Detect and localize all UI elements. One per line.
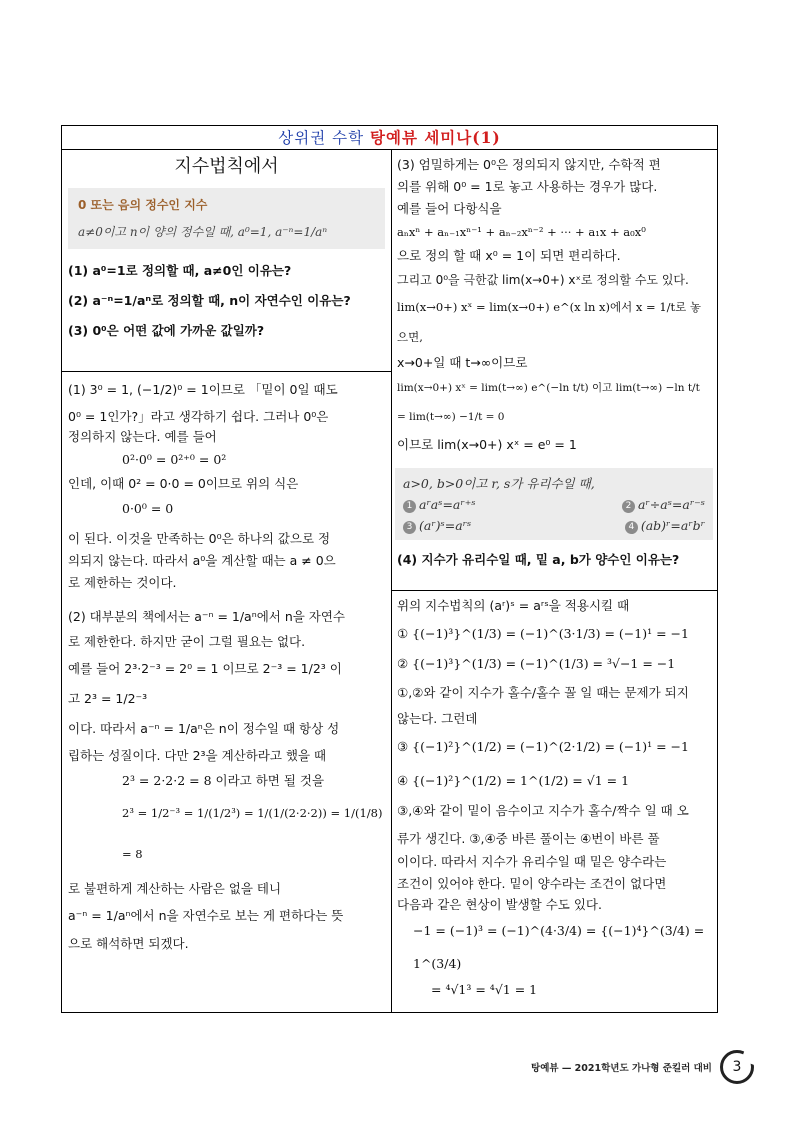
right-line: lim(x→0+) xˣ = lim(x→0+) e^(x ln x)에서 x = 1/t로 놓으면, [397, 299, 702, 344]
circled-4-icon: 4 [625, 521, 638, 534]
circled-3-icon: 3 [403, 521, 416, 534]
answer-line: 예를 들어 2³·2⁻³ = 2⁰ = 1 이므로 2⁻³ = 1/2³ 이 [68, 661, 342, 677]
right-line: lim(x→0+) xˣ = lim(t→∞) e^(−ln t/t) 이고 lim(t→∞) −ln t/t = lim(t→∞) −1/t = 0 [397, 381, 700, 424]
page-number: 3 [732, 1059, 742, 1075]
rule-title: 0 또는 음의 정수인 지수 [78, 198, 208, 212]
answer-line: 로 제한하는 것이다. [68, 575, 177, 590]
right-line: ③ {(−1)²}^(1/2) = (−1)^(2·1/2) = (−1)¹ = −1 [397, 738, 689, 754]
page-frame [61, 125, 718, 1013]
right-line: 위의 지수법칙의 (aʳ)ˢ = aʳˢ을 적용시킬 때 [397, 598, 630, 613]
right-line: ③,④와 같이 밑이 음수이고 지수가 홀수/짝수 일 때 오 [397, 803, 689, 819]
question-1: (1) a⁰=1로 정의할 때, a≠0인 이유는? [68, 263, 292, 278]
answer-line: 립하는 성질이다. 다만 2³을 계산하라고 했을 때 [68, 747, 327, 763]
rational-exponent-section [391, 590, 717, 1012]
left-column [62, 150, 392, 1012]
right-line: 이므로 lim(x→0+) xˣ = e⁰ = 1 [397, 436, 577, 452]
right-line: 류가 생긴다. ③,④중 바른 풀이는 ④번이 바른 풀 [397, 831, 660, 847]
rule-section [62, 150, 391, 371]
answer-line: 0⁰ = 1인가?」라고 생각하기 쉽다. 그러나 0⁰은 [68, 409, 329, 425]
answer-section [62, 371, 391, 1012]
page-number-badge [720, 1050, 754, 1084]
right-line: 예를 들어 다항식을 [397, 200, 502, 216]
right-line: ①,②와 같이 지수가 홀수/홀수 꼴 일 때는 문제가 되지 [397, 684, 689, 700]
rule-body: a≠0이고 n이 양의 정수일 때, a⁰=1, a⁻ⁿ=1/aⁿ [78, 225, 328, 239]
right-line: aₙxⁿ + aₙ₋₁xⁿ⁻¹ + aₙ₋₂xⁿ⁻² + ··· + a₁x + a₀x⁰ [397, 224, 646, 239]
answer-line: (2) 대부분의 책에서는 a⁻ⁿ = 1/aⁿ에서 n을 자연수 [68, 608, 346, 624]
answer-line: 로 제한한다. 하지만 굳이 그럴 필요는 없다. [68, 633, 306, 649]
exponent-law-section [391, 462, 717, 586]
right-line: ② {(−1)³}^(1/3) = (−1)^(1/3) = ³√−1 = −1 [397, 656, 676, 671]
question-4: (4) 지수가 유리수일 때, 밑 a, b가 양수인 이유는? [397, 552, 680, 567]
answer-line: 의되지 않는다. 따라서 a⁰을 계산할 때는 a ≠ 0으 [68, 553, 336, 569]
answer-line: 이다. 따라서 a⁻ⁿ = 1/aⁿ은 n이 정수일 때 항상 성 [68, 721, 340, 737]
right-line: 그리고 0⁰을 극한값 lim(x→0+) xˣ로 정의할 수도 있다. [397, 272, 689, 287]
right-line: ④ {(−1)²}^(1/2) = 1^(1/2) = √1 = 1 [397, 773, 630, 788]
answer-line: 정의하지 않는다. 예를 들어 [68, 428, 217, 444]
answer-line: 인데, 이때 0² = 0·0 = 0이므로 위의 식은 [68, 475, 299, 491]
exp-law-1: 1 aʳaˢ=aʳ⁺ˢ [403, 497, 476, 513]
footer-text: 탕예뷰 — 2021학년도 가나형 준킬러 대비 [531, 1063, 712, 1074]
right-column [391, 150, 717, 1012]
right-line: 다음과 같은 현상이 발생할 수도 있다. [397, 896, 602, 912]
exp-law-2: 2 aʳ÷aˢ=aʳ⁻ˢ [622, 497, 705, 513]
answer-line: 으로 해석하면 되겠다. [68, 935, 189, 951]
right-line: (3) 엄밀하게는 0⁰은 정의되지 않지만, 수학적 편 [397, 157, 661, 172]
circled-2-icon: 2 [622, 500, 635, 513]
circled-1-icon: 1 [403, 500, 416, 513]
right-line: 으로 정의 할 때 x⁰ = 1이 되면 편리하다. [397, 247, 621, 263]
right-line: = ⁴√1³ = ⁴√1 = 1 [431, 982, 538, 997]
exp-law-3: 3 (aʳ)ˢ=aʳˢ [403, 518, 471, 534]
answer-line: 0²·0⁰ = 0²⁺⁰ = 0² [122, 452, 227, 468]
answer-line: (1) 3⁰ = 1, (−1/2)⁰ = 1이므로 「밑이 0일 때도 [68, 382, 338, 397]
right-line: 않는다. 그런데 [397, 710, 478, 726]
answer-line: 0·0⁰ = 0 [122, 500, 174, 516]
answer-line: 이 된다. 이것을 만족하는 0⁰은 하나의 값으로 정 [68, 531, 331, 547]
answer-line: 로 불편하게 계산하는 사람은 없을 테니 [68, 880, 282, 896]
page-footer [531, 1048, 754, 1086]
answer-line: 2³ = 2·2·2 = 8 이라고 하면 될 것을 [122, 772, 325, 788]
exp-header: a>0, b>0이고 r, s가 유리수일 때, [403, 476, 595, 491]
page-title [62, 126, 717, 150]
right-line: 이이다. 따라서 지수가 유리수일 때 밑은 양수라는 [397, 854, 667, 870]
right-line: ① {(−1)³}^(1/3) = (−1)^(3·1/3) = (−1)¹ = −1 [397, 625, 689, 641]
question-2: (2) a⁻ⁿ=1/aⁿ로 정의할 때, n이 자연수인 이유는? [68, 293, 351, 308]
answer-line: 고 2³ = 1/2⁻³ [68, 690, 148, 706]
exp-law-4: 4 (ab)ʳ=aʳbʳ [625, 518, 705, 534]
right-line: −1 = (−1)³ = (−1)^(4·3/4) = {(−1)⁴}^(3/4) = 1^(3/4) [413, 923, 705, 971]
title-red: 탕예뷰 세미나(1) [370, 128, 501, 147]
answer-line: 2³ = 1/2⁻³ = 1/(1/2³) = 1/(1/(2·2·2)) = 1/(1/8) = 8 [122, 805, 383, 862]
section-heading: 지수법칙에서 [174, 156, 279, 177]
right-line: 의를 위해 0⁰ = 1로 놓고 사용하는 경우가 많다. [397, 178, 658, 194]
question-3: (3) 0⁰은 어떤 값에 가까운 값일까? [68, 323, 265, 338]
exponent-law-box [395, 468, 713, 540]
right-line: 조건이 있어야 한다. 밑이 양수라는 조건이 없다면 [397, 875, 667, 891]
title-blue: 상위권 수학 [278, 129, 365, 147]
right-line: x→0+일 때 t→∞이므로 [397, 355, 528, 371]
rule-box [68, 188, 385, 249]
answer-line: a⁻ⁿ = 1/aⁿ에서 n을 자연수로 보는 게 편하다는 뜻 [68, 907, 344, 923]
